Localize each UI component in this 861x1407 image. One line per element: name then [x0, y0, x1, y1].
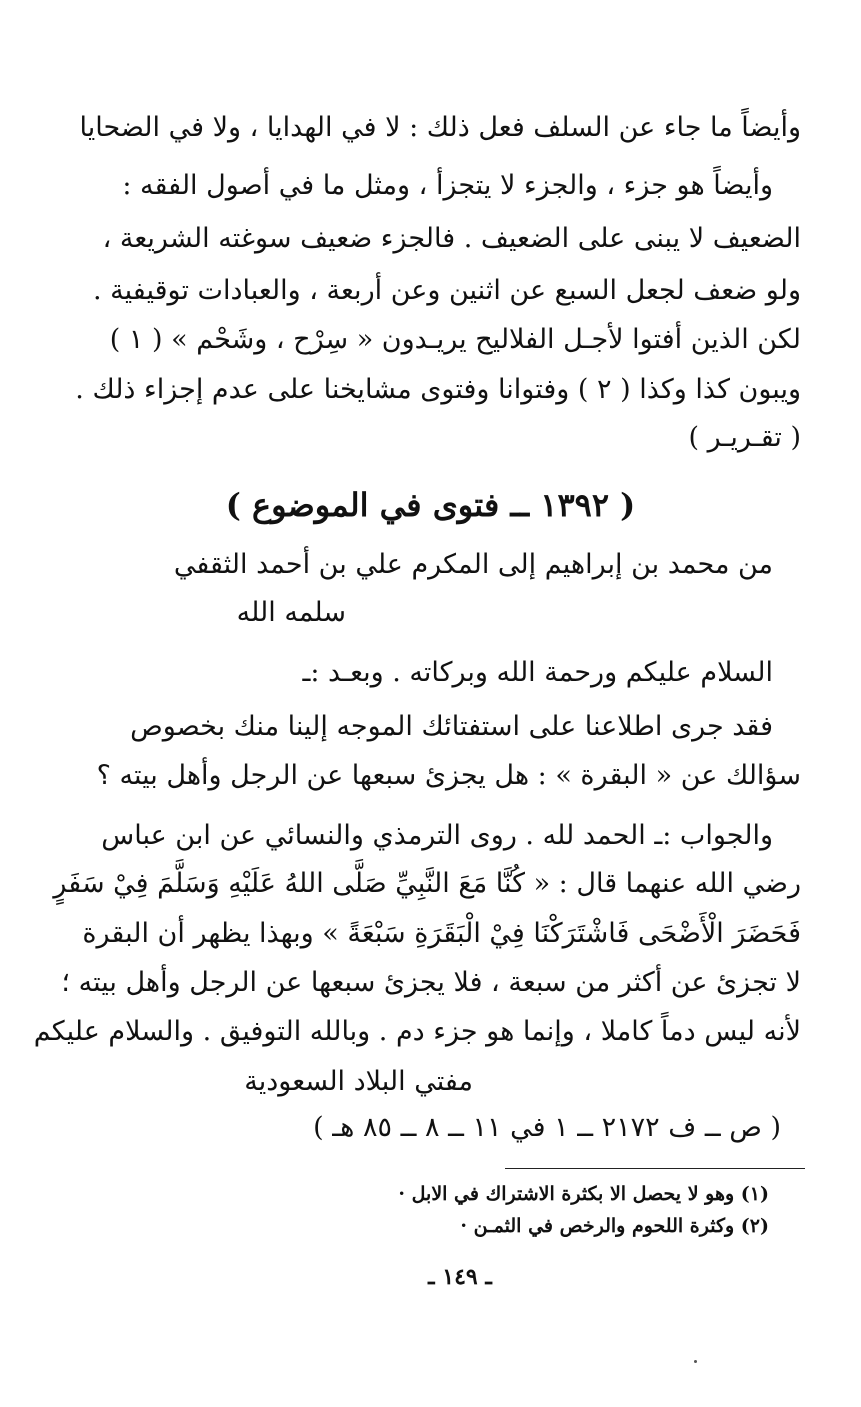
source-note: ( تقـريـر ): [688, 422, 801, 453]
letter-body-line-4: رضي الله عنهما قال : « كُنَّا مَعَ النَّبِيِّ صَلَّى اللهُ عَلَيْهِ وَسَلَّمَ فِيْ سَفَرٍ: [53, 868, 801, 899]
footnote-2: (٢) وكثرة اللحوم والرخص في الثمـن ·: [460, 1215, 769, 1237]
scan-speck: [694, 1360, 697, 1363]
letter-body-line-3: والجواب :ـ الحمد لله . روى الترمذي والنسائي عن ابن عباس: [101, 820, 773, 851]
letter-blessing: سلمه الله: [236, 597, 346, 628]
letter-from: من محمد بن إبراهيم إلى المكرم علي بن أحمد الثقفي: [173, 549, 773, 580]
letter-body-line-7: لأنه ليس دماً كاملا ، وإنما هو جزء دم . وبالله التوفيق . والسلام عليكم: [33, 1016, 801, 1047]
footnote-1: (١) وهو لا يحصل الا بكثرة الاشتراك في الابل ·: [398, 1183, 769, 1205]
letter-body-line-5: فَحَضَرَ الْأَضْحَى فَاشْتَرَكْنَا فِيْ الْبَقَرَةِ سَبْعَةً » وبهذا يظهر أن البقرة: [82, 918, 801, 949]
text-line-5: لكن الذين أفتوا لأجـل الفلاليح يريـدون « سِرْح ، وشَحْم » ( ١ ): [109, 324, 801, 355]
section-heading: ( ١٣٩٢ ــ فتوى في الموضوع ): [225, 486, 636, 524]
letter-reference: ( ص ــ ف ٢١٧٢ ــ ١ في ١١ ــ ٨ ــ ٨٥ هـ ): [313, 1112, 781, 1143]
letter-body-line-1: فقد جرى اطلاعنا على استفتائك الموجه إلينا منك بخصوص: [130, 711, 773, 742]
text-line-6: ويبون كذا وكذا ( ٢ ) وفتوانا وفتوى مشايخنا على عدم إجزاء ذلك .: [75, 374, 801, 405]
text-line-2: وأيضاً هو جزء ، والجزء لا يتجزأ ، ومثل ما في أصول الفقه :: [122, 170, 773, 201]
letter-body-line-2: سؤالك عن « البقرة » : هل يجزئ سبعها عن الرجل وأهل بيته ؟: [96, 760, 801, 791]
text-line-4: ولو ضعف لجعل السبع عن اثنين وعن أربعة ، والعبادات توقيفية .: [93, 275, 801, 306]
text-line-1: وأيضاً ما جاء عن السلف فعل ذلك : لا في الهدايا ، ولا في الضحايا: [79, 112, 801, 143]
letter-greeting: السلام عليكم ورحمة الله وبركاته . وبعـد :ـ: [302, 657, 773, 688]
footnote-divider: [505, 1168, 805, 1169]
page-number: ـ ١٤٩ ـ: [428, 1264, 492, 1290]
letter-signature: مفتي البلاد السعودية: [244, 1066, 473, 1097]
text-line-3: الضعيف لا يبنى على الضعيف . فالجزء ضعيف سوغته الشريعة ،: [102, 223, 801, 254]
letter-body-line-6: لا تجزئ عن أكثر من سبعة ، فلا يجزئ سبعها عن الرجل وأهل بيته ؛: [61, 967, 801, 998]
